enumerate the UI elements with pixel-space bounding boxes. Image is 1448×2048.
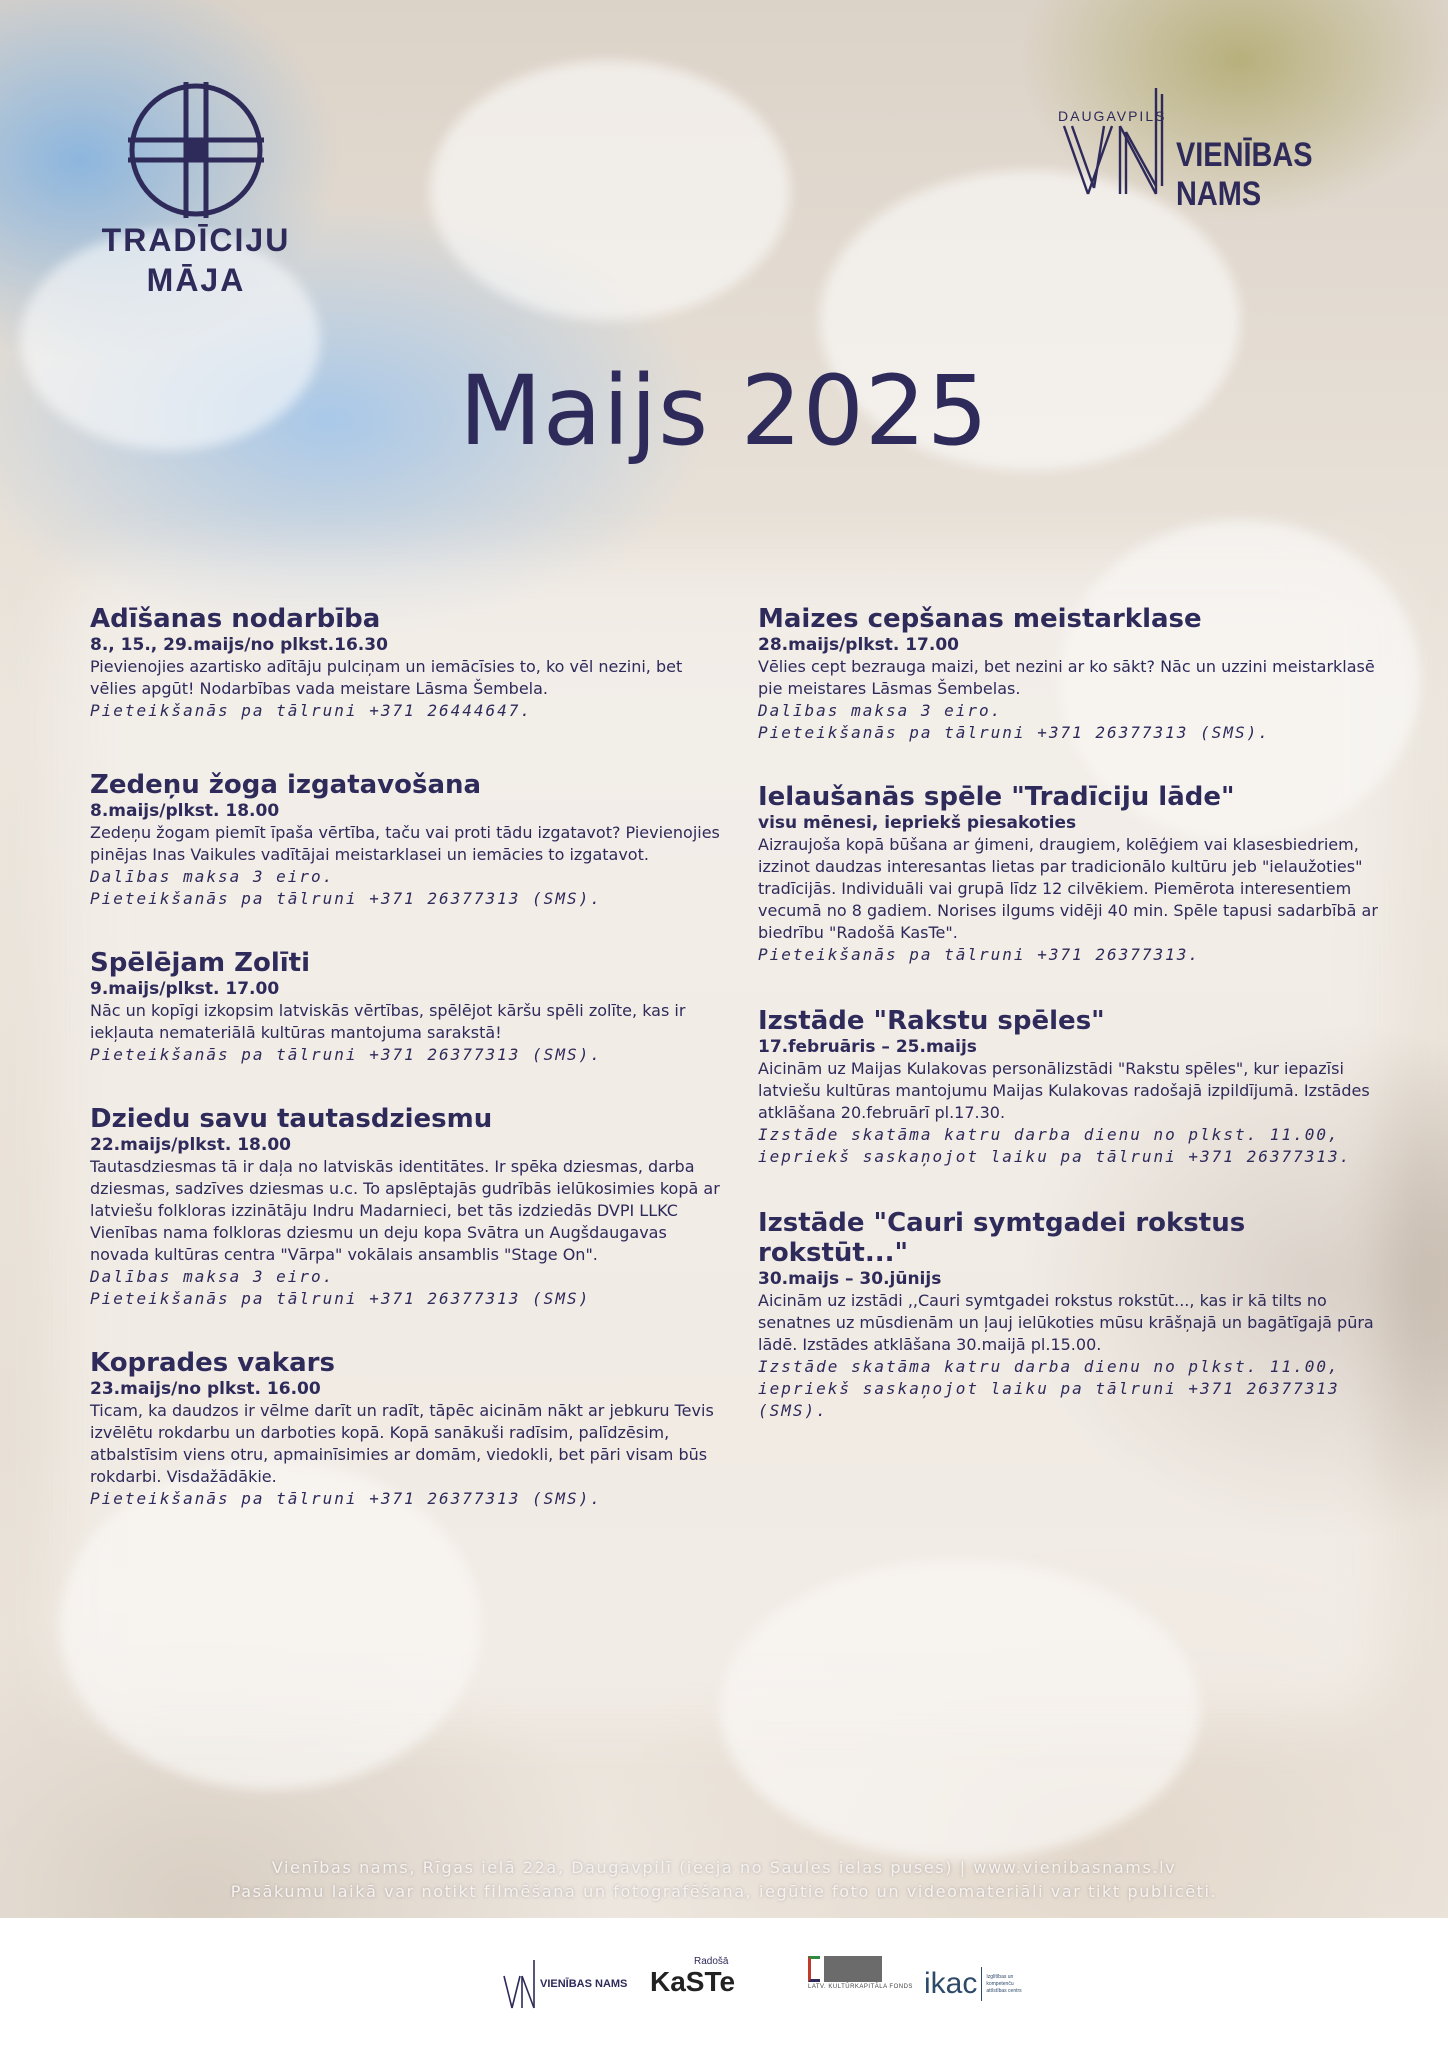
event-date: 8., 15., 29.maijs/no plkst.16.30 <box>90 635 388 655</box>
event-note: Dalības maksa 3 eiro. <box>90 867 335 886</box>
event-description: Zedeņu žogam piemīt īpaša vērtība, taču vai proti tādu izgatavot? Pievienojies pinējas Inas Vaikules vadītājai meistarklasei un iemācies to izgatavot. <box>90 823 720 864</box>
event-date: 8.maijs/plkst. 18.00 <box>90 801 280 821</box>
event-title: Dziedu savu tautasdziesmu <box>90 1104 493 1134</box>
vienibas-nams-logo <box>1058 86 1378 213</box>
event-description: Aicinām uz Maijas Kulakovas personālizstādi "Rakstu spēles", kur iepazīsi latviešu kultūras mantojumu Maijas Kulakovas radošajā izpildījumā. Izstādes atklāšana 20.februārī pl.17.30. <box>758 1059 1370 1122</box>
sponsor-ikac-sub: Izglītības un kompetenču attīstības centrs <box>986 1973 1022 1994</box>
event-description: Nāc un kopīgi izkopsim latviskās vērtības, spēlējot kāršu spēli zolīte, kas ir iekļauta nemateriālā kultūras mantojuma sarakstā! <box>90 1001 686 1042</box>
event-note: Dalības maksa 3 eiro. <box>758 701 1003 720</box>
event-description: Tautasdziesmas tā ir daļa no latviskās identitātes. Ir spēka dziesmas, darba dziesmas, sadzīves dziesmas u.c. To apslēptajās gudrībās ielūkosimies kopā ar latviešu folkloras izzinātāju Indru Madarnieci, bet tās izdziedās DVPI LLKC Vienības nama folkloras dziesmu un deju kopa Svātra un Augšdaugavas novada kultūras centra "Vārpa" vokālais ansamblis "Stage On". <box>90 1157 720 1264</box>
ikac-divider <box>981 1967 982 2001</box>
sponsor-ikac-text: ikac <box>924 1967 978 2000</box>
sponsor-llkc-logo <box>808 1956 913 2012</box>
event <box>758 604 1378 744</box>
events-right-column <box>758 604 1378 1422</box>
sponsor-vienibas-logo <box>502 1956 627 2012</box>
event-note: Izstāde skatāma katru darba dienu no plkst. 11.00, iepriekš saskaņojot laiku pa tālruni +371 26377313. <box>758 1125 1352 1166</box>
vn-small-icon <box>502 1958 538 2010</box>
page-title: Maijs 2025 <box>459 355 989 467</box>
tradiciju-maja-logo <box>96 80 296 300</box>
event <box>758 1006 1378 1168</box>
sponsor-kaste-logo <box>650 1956 735 2012</box>
event-note: Pieteikšanās pa tālruni +371 26377313 (SMS). <box>90 1489 602 1508</box>
event <box>90 1104 730 1310</box>
event-note: Pieteikšanās pa tālruni +371 26377313 (SMS). <box>90 1045 602 1064</box>
sponsor-kaste-top: Radošā <box>694 1956 729 1967</box>
event-title: Izstāde "Cauri symtgadei rokstus rokstūt..." <box>758 1208 1246 1268</box>
event-note: Pieteikšanās pa tālruni +371 26444647. <box>90 701 533 720</box>
event <box>90 948 730 1066</box>
event-date: 17.februāris – 25.maijs <box>758 1037 977 1057</box>
sponsor-ikac-logo <box>924 1956 1030 2012</box>
sponsor-llkc-text: LATV. KULTŪRKAPITĀLA FONDS <box>808 1984 913 1990</box>
event-title: Izstāde "Rakstu spēles" <box>758 1006 1105 1036</box>
vienibas-name: VIENĪBAS NAMS <box>1176 136 1313 213</box>
event-title: Adīšanas nodarbība <box>90 604 381 634</box>
event-title: Ielaušanās spēle "Tradīciju lāde" <box>758 782 1235 812</box>
event-date: 30.maijs – 30.jūnijs <box>758 1269 942 1289</box>
vn-mark-icon <box>1058 86 1178 196</box>
llkc-mark-icon <box>808 1956 882 1982</box>
event-title: Koprades vakars <box>90 1348 335 1378</box>
event-note: Pieteikšanās pa tālruni +371 26377313 (SMS). <box>758 723 1270 742</box>
vienibas-city: DAUGAVPILS <box>1058 108 1167 124</box>
event <box>90 770 730 910</box>
event-date: 23.maijs/no plkst. 16.00 <box>90 1379 321 1399</box>
event-description: Aizraujoša kopā būšana ar ģimeni, draugiem, kolēģiem vai klasesbiedriem, izzinot daudzas interesantas lietas par tradicionālo kultūru jeb "ielaužoties" tradīcijās. Individuāli vai grupā līdz 12 cilvēkiem. Piemērota interesentiem vecumā no 8 gadiem. Norises ilgums vidēji 40 min. Spēle tapusi sadarbībā ar biedrību "Radošā KasTe". <box>758 835 1378 942</box>
blossom-bg <box>430 60 790 320</box>
event-title: Zedeņu žoga izgatavošana <box>90 770 482 800</box>
sponsor-bar <box>0 1918 1448 2048</box>
events-left-column <box>90 604 730 1510</box>
event-note: Pieteikšanās pa tālruni +371 26377313 (SMS) <box>90 1289 591 1308</box>
sponsor-vienibas-text: VIENĪBAS NAMS <box>540 1978 628 1990</box>
footer-notice: Pasākumu laikā var notikt filmēšana un fotografēšana, iegūtie foto un videomateriāli var tikt publicēti. <box>230 1882 1218 1901</box>
event-description: Vēlies cept bezrauga maizi, bet nezini ar ko sākt? Nāc un uzzini meistarklasē pie meistares Lāsmas Šembelas. <box>758 657 1375 698</box>
event-date: 9.maijs/plkst. 17.00 <box>90 979 280 999</box>
sponsor-kaste-text: KaSTe <box>650 1966 736 1997</box>
footer-address: Vienības nams, Rīgas ielā 22a, Daugavpilī (ieeja no Saules ielas puses) | www.vienibasnams.lv <box>271 1858 1177 1877</box>
event-title: Spēlējam Zolīti <box>90 948 310 978</box>
event <box>90 604 730 722</box>
event-note: Pieteikšanās pa tālruni +371 26377313 (SMS). <box>90 889 602 908</box>
footer <box>0 1856 1448 1904</box>
event-date: visu mēnesi, iepriekš piesakoties <box>758 813 1077 833</box>
event-title: Maizes cepšanas meistarklase <box>758 604 1202 634</box>
tradiciju-emblem-icon <box>126 80 266 220</box>
event-note: Izstāde skatāma katru darba dienu no plkst. 11.00, iepriekš saskaņojot laiku pa tālruni +371 26377313 (SMS). <box>758 1357 1340 1420</box>
event-note: Pieteikšanās pa tālruni +371 26377313. <box>758 945 1201 964</box>
event <box>758 1208 1378 1422</box>
event-date: 22.maijs/plkst. 18.00 <box>90 1135 291 1155</box>
event-date: 28.maijs/plkst. 17.00 <box>758 635 959 655</box>
event-description: Aicinām uz izstādi ,,Cauri symtgadei rokstus rokstūt..., kas ir kā tilts no senatnes uz mūsdienām un ļauj ielūkoties mūsu krāšņajā un bagātīgajā pūra lādē. Izstādes atklāšana 30.maijā pl.15.00. <box>758 1291 1374 1354</box>
event <box>90 1348 730 1510</box>
event-description: Pievienojies azartisko adītāju pulciņam un iemācīsies to, ko vēl nezini, bet vēlies apgūt! Nodarbības vada meistare Lāsma Šembela. <box>90 657 683 698</box>
tradiciju-line1: TRADĪCIJU <box>101 222 291 258</box>
event-description: Ticam, ka daudzos ir vēlme darīt un radīt, tāpēc aicinām nākt ar jebkuru Tevis izvēlētu rokdarbu un darboties kopā. Kopā sanākuši radīsim, palīdzēsim, atbalstīsim viens otru, apmainīsimies ar domām, viedokli, bet pāri visam būs rokdarbi. Visdažādākie. <box>90 1401 714 1486</box>
tradiciju-line2: MĀJA <box>146 262 246 298</box>
event-note: Dalības maksa 3 eiro. <box>90 1267 335 1286</box>
event <box>758 782 1378 966</box>
